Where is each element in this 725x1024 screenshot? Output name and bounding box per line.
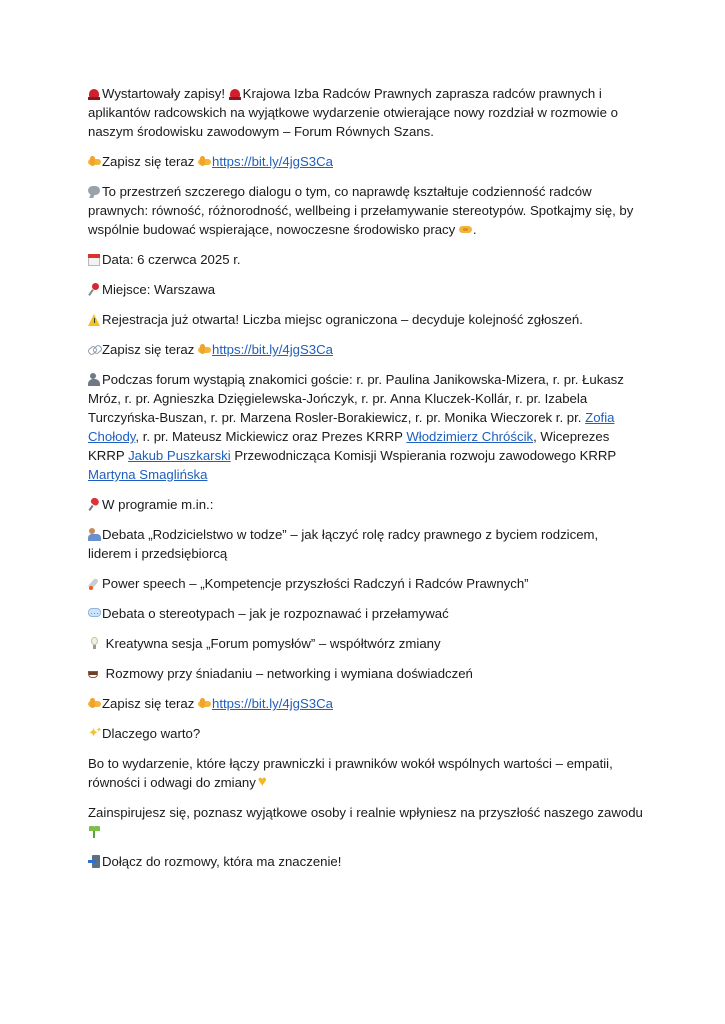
warning-icon	[88, 313, 101, 326]
guest-link-wlodzimierz[interactable]: Włodzimierz Chróścik	[406, 429, 534, 444]
light-bulb-icon	[88, 637, 101, 650]
family-icon	[88, 528, 101, 541]
why-heading: ✦ ✦Dlaczego warto?	[88, 724, 643, 743]
speaking-head-icon	[88, 185, 101, 198]
round-pushpin-icon	[88, 283, 101, 296]
registration-line: Rejestracja już otwarta! Liczba miejsc ograniczona – decyduje kolejność zgłoszeń.	[88, 310, 643, 329]
handshake-icon	[459, 223, 472, 236]
program-item: Rozmowy przy śniadaniu – networking i wymiana doświadczeń	[88, 664, 643, 683]
speech-bubble-icon	[88, 607, 101, 620]
pointing-hand-icon	[198, 343, 211, 356]
police-light-icon	[88, 87, 101, 100]
signup-link[interactable]: https://bit.ly/4jgS3Ca	[212, 154, 333, 169]
pushpin-icon	[88, 498, 101, 511]
program-item: Kreatywna sesja „Forum pomysłów” – współtwórz zmiany	[88, 634, 643, 653]
sparkles-icon	[88, 727, 101, 740]
pointing-hand-icon	[88, 697, 101, 710]
guest-link-jakub[interactable]: Jakub Puszkarski	[128, 448, 231, 463]
program-heading: W programie m.in.:	[88, 495, 643, 514]
signup-line-2: Zapisz się teraz https://bit.ly/4jgS3Ca	[88, 340, 643, 359]
rocket-icon	[88, 577, 101, 590]
signup-link[interactable]: https://bit.ly/4jgS3Ca	[212, 342, 333, 357]
guests-paragraph: Podczas forum wystąpią znakomici goście: r. pr. Paulina Janikowska-Mizera, r. pr. Łukasz Mróz, r. pr. Agnieszka Dzięgielewska-Jończyk, r. pr. Anna Kluczek-Kollár, r. pr. Izabela Turczyńska-Buszan, r. pr. Marzena Rosler-Borakiewicz, r. pr. Monika Wieczorek r. pr. Zofia Chołody, r. pr. Mateusz Mickiewicz oraz Prezes KRRP Włodzimierz Chróścik, Wiceprezes KRRP Jakub Puszkarski Przewodnicząca Komisji Wspierania rozwoju zawodowego KRRP Martyna Smaglińska	[88, 372, 624, 482]
why-paragraph-2: Zainspirujesz się, poznasz wyjątkowe osoby i realnie wpłyniesz na przyszłość naszego zawodu	[88, 803, 643, 841]
date-line: Data: 6 czerwca 2025 r.	[88, 250, 643, 269]
signup-link[interactable]: https://bit.ly/4jgS3Ca	[212, 696, 333, 711]
program-item: ···Debata o stereotypach – jak je rozpoznawać i przełamywać	[88, 604, 643, 623]
guest-link-zofia[interactable]: Zofia Chołody	[88, 410, 615, 444]
seedling-icon	[88, 825, 101, 838]
police-light-icon	[229, 87, 242, 100]
guest-link-martyna[interactable]: Martyna Smaglińska	[88, 467, 208, 482]
signup-line-3: Zapisz się teraz https://bit.ly/4jgS3Ca	[88, 694, 643, 713]
coffee-icon	[88, 667, 101, 680]
place-line: Miejsce: Warszawa	[88, 280, 643, 299]
pointing-hand-icon	[88, 155, 101, 168]
link-icon	[88, 343, 101, 356]
program-item: Debata „Rodzicielstwo w todze” – jak łączyć rolę radcy prawnego z byciem rodzicem, liderem i przedsiębiorcą	[88, 527, 599, 561]
pointing-hand-icon	[198, 697, 211, 710]
yellow-heart-icon	[258, 776, 271, 789]
pointing-hand-icon	[198, 155, 211, 168]
intro-paragraph: Wystartowały zapisy! Krajowa Izba Radców Prawnych zaprasza radców prawnych i aplikantów radcowskich na wyjątkowe wydarzenie otwierające nowy rozdział w rozmowie o naszym środowisku zawodowym – Forum Równych Szans.	[88, 86, 618, 139]
closing-line: Dołącz do rozmowy, która ma znaczenie!	[88, 852, 643, 871]
program-item: Power speech – „Kompetencje przyszłości Radczyń i Radców Prawnych”	[88, 574, 643, 593]
space-paragraph: To przestrzeń szczerego dialogu o tym, co naprawdę kształtuje codzienność radców prawnych: równość, różnorodność, wellbeing i przełamywanie stereotypów. Spotkajmy się, by wspólnie budować wspierające, nowoczesne środowisko pracy .	[88, 184, 634, 237]
door-icon	[88, 855, 101, 868]
why-paragraph-1: Bo to wydarzenie, które łączy prawniczki i prawników wokół wspólnych wartości – empatii, równości i odwagi do zmiany♥	[88, 754, 643, 792]
calendar-icon	[88, 253, 101, 266]
signup-line-1: Zapisz się teraz https://bit.ly/4jgS3Ca	[88, 152, 643, 171]
busts-icon	[88, 373, 101, 386]
